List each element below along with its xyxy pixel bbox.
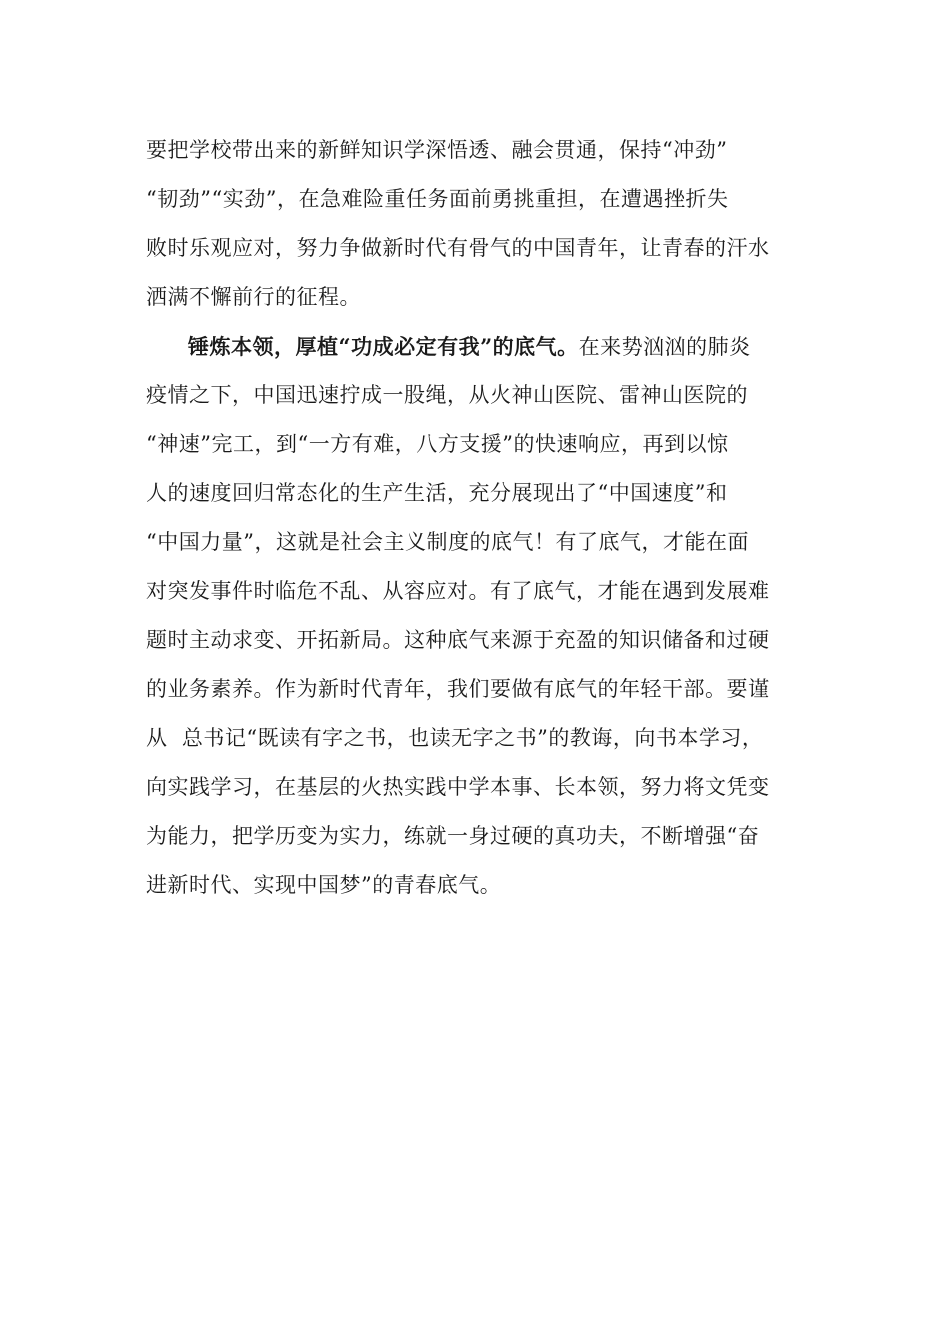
- paragraph-heading: 锤炼本领，厚植“功成必定有我”的底气。: [188, 334, 579, 359]
- paragraph-line: 对突发事件时临危不乱、从容应对。有了底气，才能在遇到发展难: [146, 579, 770, 603]
- paragraph-line: 题时主动求变、开拓新局。这种底气来源于充盈的知识储备和过硬: [146, 628, 770, 652]
- paragraph-line: “神速”完工，到“一方有难，八方支援”的快速响应，再到以惊: [146, 432, 729, 456]
- paragraph-text: 在来势汹汹的肺炎: [578, 335, 751, 359]
- paragraph-line: 的业务素养。作为新时代青年，我们要做有底气的年轻干部。要谨: [146, 677, 770, 701]
- paragraph-line: 洒满不懈前行的征程。: [146, 285, 361, 309]
- paragraph-first-line: [146, 322, 806, 371]
- paragraph-line: 从 总书记“既读有字之书，也读无字之书”的教诲，向书本学习，: [146, 726, 764, 750]
- paragraph-2: [146, 322, 806, 910]
- document-body: [146, 126, 806, 910]
- paragraph-1: [146, 126, 806, 322]
- paragraph-line: 要把学校带出来的新鲜知识学深悟透、融会贯通，保持“冲劲”: [146, 138, 728, 162]
- paragraph-line: 为能力，把学历变为实力，练就一身过硬的真功夫，不断增强“奋: [146, 824, 760, 848]
- paragraph-line: 向实践学习，在基层的火热实践中学本事、长本领，努力将文凭变: [146, 775, 770, 799]
- paragraph-line: 进新时代、实现中国梦”的青春底气。: [146, 873, 502, 897]
- paragraph-line: “韧劲”“实劲”，在急难险重任务面前勇挑重担，在遭遇挫折失: [146, 187, 729, 211]
- paragraph-line: “中国力量”，这就是社会主义制度的底气！有了底气，才能在面: [146, 530, 749, 554]
- paragraph-line: 败时乐观应对，努力争做新时代有骨气的中国青年，让青春的汗水: [146, 236, 770, 260]
- paragraph-line: 疫情之下，中国迅速拧成一股绳，从火神山医院、雷神山医院的: [146, 383, 748, 407]
- paragraph-line: 人的速度回归常态化的生产生活，充分展现出了“中国速度”和: [146, 481, 728, 505]
